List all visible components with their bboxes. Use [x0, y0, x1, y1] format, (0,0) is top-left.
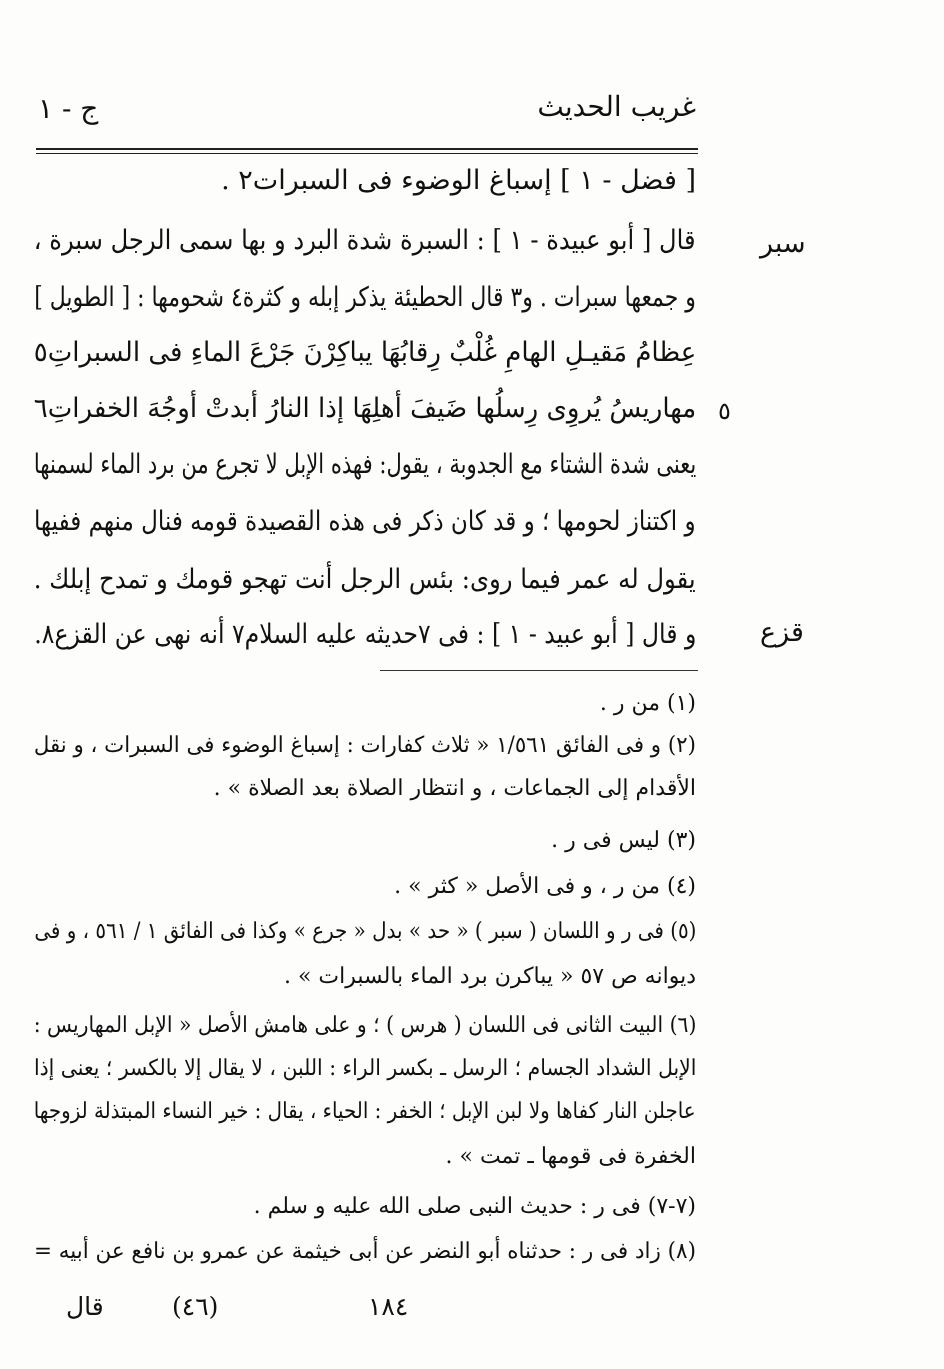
footnote-line: (٣) ليس فى ر .: [551, 828, 696, 853]
catchword: قال: [66, 1292, 104, 1321]
header-rule: [36, 148, 698, 150]
header-rule-thin: [36, 153, 698, 154]
footnote-line: (٢) و فى الفائق ١/٥٦١ « ثلاث كفارات : إسباغ الوضوء فى السبرات ، و نقل: [33, 733, 696, 758]
footnote-line: (٦) البيت الثانى فى اللسان ( هرس ) ؛ و على هامش الأصل « الإبل المهاريس :: [33, 1013, 696, 1038]
footnote-line: (٤) من ر ، و فى الأصل « كثر » .: [394, 874, 696, 899]
footnote-line: ديوانه ص ٥٧ « يباكرن برد الماء بالسبرات » .: [283, 964, 696, 989]
footnote-line: (١) من ر .: [599, 691, 696, 716]
footnote-line: الخفرة فى قومها ـ تمت » .: [445, 1144, 696, 1169]
body-line: يعنى شدة الشتاء مع الجدوبة ، يقول: فهذه الإبل لا تجرع من برد الماء لسمنها: [33, 449, 696, 480]
line-number-marker: ٥: [718, 397, 731, 425]
footnote-line: (٨) زاد فى ر : حدثناه أبو النضر عن أبى خيثمة عن عمرو بن نافع عن أبيه =: [34, 1239, 696, 1264]
footnote-line: (٧-٧) فى ر : حديث النبى صلى الله عليه و سلم .: [253, 1194, 696, 1219]
running-header-title: غريب الحديث: [537, 90, 696, 123]
body-line: قال [ أبو عبيدة - ١ ] : السبرة شدة البرد و بها سمى الرجل سبرة ،: [34, 225, 696, 256]
footnote-separator: [380, 670, 698, 671]
volume-marker: ج - ١: [38, 92, 99, 125]
section-number: (٤٦): [172, 1292, 219, 1321]
body-line: و قال [ أبو عبيد - ١ ] : فى ٧حديثه عليه السلام٧ أنه نهى عن القزع٨.: [33, 619, 696, 650]
verse-line: عِظامُ مَقيـلِ الهامِ غُلْبٌ رِقابُهَا يباكِرْنَ جَرْعَ الماءِ فى السبراتِ٥: [33, 337, 697, 368]
page-number: ١٨٤: [368, 1292, 409, 1321]
footnote-line: الأقدام إلى الجماعات ، و انتظار الصلاة بعد الصلاة » .: [213, 776, 696, 801]
margin-keyword-qaza: قزع: [760, 617, 804, 648]
body-line: [ فضل - ١ ] إسباغ الوضوء فى السبرات٢ .: [221, 165, 696, 196]
body-line: يقول له عمر فيما روى: بئس الرجل أنت تهجو قومك و تمدح إبلك .: [34, 564, 696, 595]
verse-line: مهاريسُ يُروِى رِسلُها ضَيفَ أهلِهَا إذا النارُ أبدتْ أوجُهَ الخفراتِ٦: [33, 393, 697, 424]
body-line: و جمعها سبرات . و٣ قال الحطيئة يذكر إبله و كثرة٤ شحومها : [ الطويل ]: [34, 282, 696, 313]
body-line: و اكتناز لحومها ؛ و قد كان ذكر فى هذه القصيدة قومه فنال منهم ففيها: [34, 506, 696, 537]
margin-keyword-sabr: سبر: [760, 228, 806, 259]
footnote-line: (٥) فى ر و اللسان ( سبر ) « حد » بدل « جرع » وكذا فى الفائق ١ / ٥٦١ ، و فى: [33, 919, 696, 944]
footnote-line: الإبل الشداد الجسام ؛ الرسل ـ بكسر الراء : اللبن ، لا يقال إلا بالكسر ؛ يعنى إذا: [33, 1056, 696, 1081]
footnote-line: عاجلن النار كفاها ولا لبن الإبل ؛ الخفر : الحياء ، يقال : خير النساء المبتذلة لزوجها: [34, 1099, 696, 1124]
